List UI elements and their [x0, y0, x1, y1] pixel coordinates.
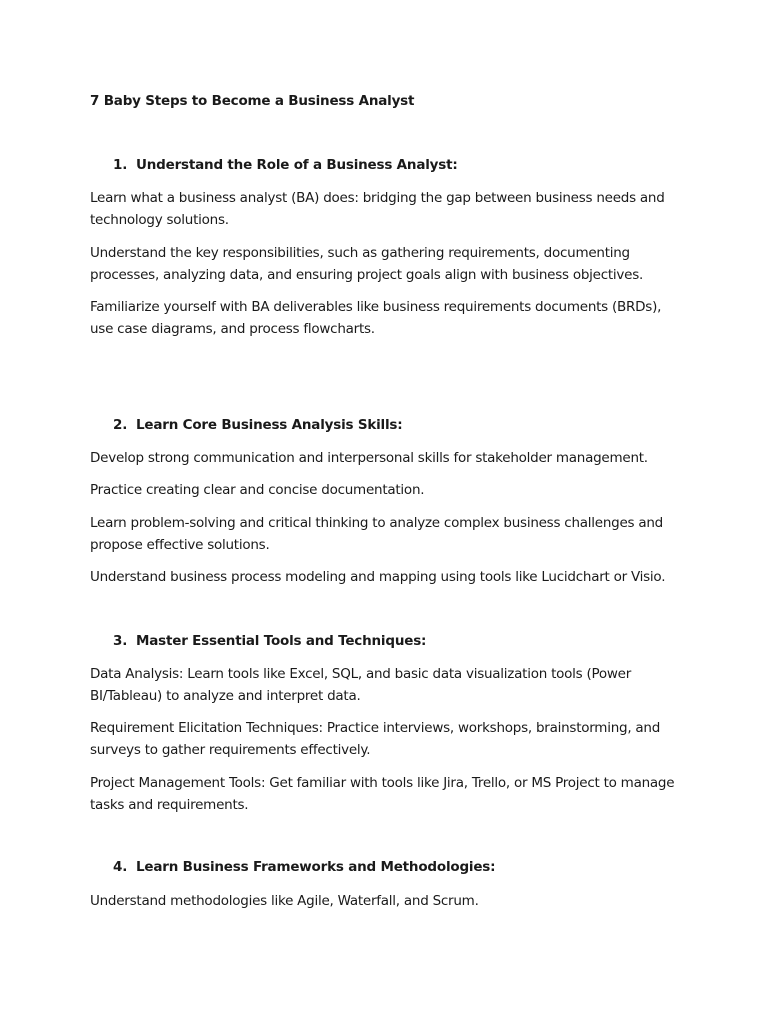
paragraph-line: surveys to gather requirements effectively.: [90, 741, 371, 758]
paragraph-line: Learn what a business analyst (BA) does: bridging the gap between business needs and: [90, 190, 665, 206]
paragraph: [90, 567, 690, 589]
paragraph-line: propose effective solutions.: [90, 536, 270, 553]
document-title: 7 Baby Steps to Become a Business Analyst: [90, 93, 415, 109]
section-number: 1.: [113, 157, 128, 173]
paragraph: [90, 188, 690, 231]
paragraph-line: tasks and requirements.: [90, 796, 249, 813]
paragraph: [90, 243, 690, 286]
section-number: 2.: [113, 417, 128, 433]
paragraph-line: BI/Tableau) to analyze and interpret data.: [90, 687, 361, 704]
section-heading-4: [113, 859, 495, 875]
section-heading-3: [113, 633, 426, 649]
section-heading-2: [113, 417, 402, 433]
section-heading-text: Learn Business Frameworks and Methodologies:: [136, 859, 496, 875]
section-heading-text: Understand the Role of a Business Analyst:: [136, 157, 458, 173]
paragraph: [90, 891, 690, 913]
paragraph-line: Project Management Tools: Get familiar with tools like Jira, Trello, or MS Project to manage: [90, 775, 675, 791]
paragraph-line: Develop strong communication and interpersonal skills for stakeholder management.: [90, 450, 648, 466]
paragraph-line: Understand business process modeling and mapping using tools like Lucidchart or Visio.: [90, 569, 666, 585]
paragraph: [90, 513, 690, 556]
paragraph: [90, 664, 690, 707]
paragraph: [90, 297, 690, 340]
paragraph: [90, 448, 690, 470]
section-number: 4.: [113, 859, 128, 875]
paragraph-line: Requirement Elicitation Techniques: Practice interviews, workshops, brainstorming, and: [90, 720, 661, 736]
paragraph-line: use case diagrams, and process flowcharts.: [90, 320, 375, 337]
paragraph-line: processes, analyzing data, and ensuring project goals align with business objectives.: [90, 266, 644, 283]
section-heading-text: Master Essential Tools and Techniques:: [136, 633, 427, 649]
paragraph: [90, 718, 690, 761]
paragraph-line: Data Analysis: Learn tools like Excel, SQL, and basic data visualization tools (Power: [90, 666, 632, 682]
paragraph-line: Learn problem-solving and critical thinking to analyze complex business challenges and: [90, 515, 664, 531]
section-number: 3.: [113, 633, 128, 649]
paragraph-line: Understand the key responsibilities, such as gathering requirements, documenting: [90, 245, 630, 261]
paragraph-line: Practice creating clear and concise documentation.: [90, 482, 425, 498]
paragraph-line: Understand methodologies like Agile, Waterfall, and Scrum.: [90, 893, 479, 909]
paragraph: [90, 773, 690, 816]
section-heading-text: Learn Core Business Analysis Skills:: [136, 417, 403, 433]
paragraph-line: Familiarize yourself with BA deliverables like business requirements documents (BRDs),: [90, 299, 662, 315]
paragraph-line: technology solutions.: [90, 211, 229, 228]
section-heading-1: [113, 157, 458, 173]
paragraph: [90, 480, 690, 502]
